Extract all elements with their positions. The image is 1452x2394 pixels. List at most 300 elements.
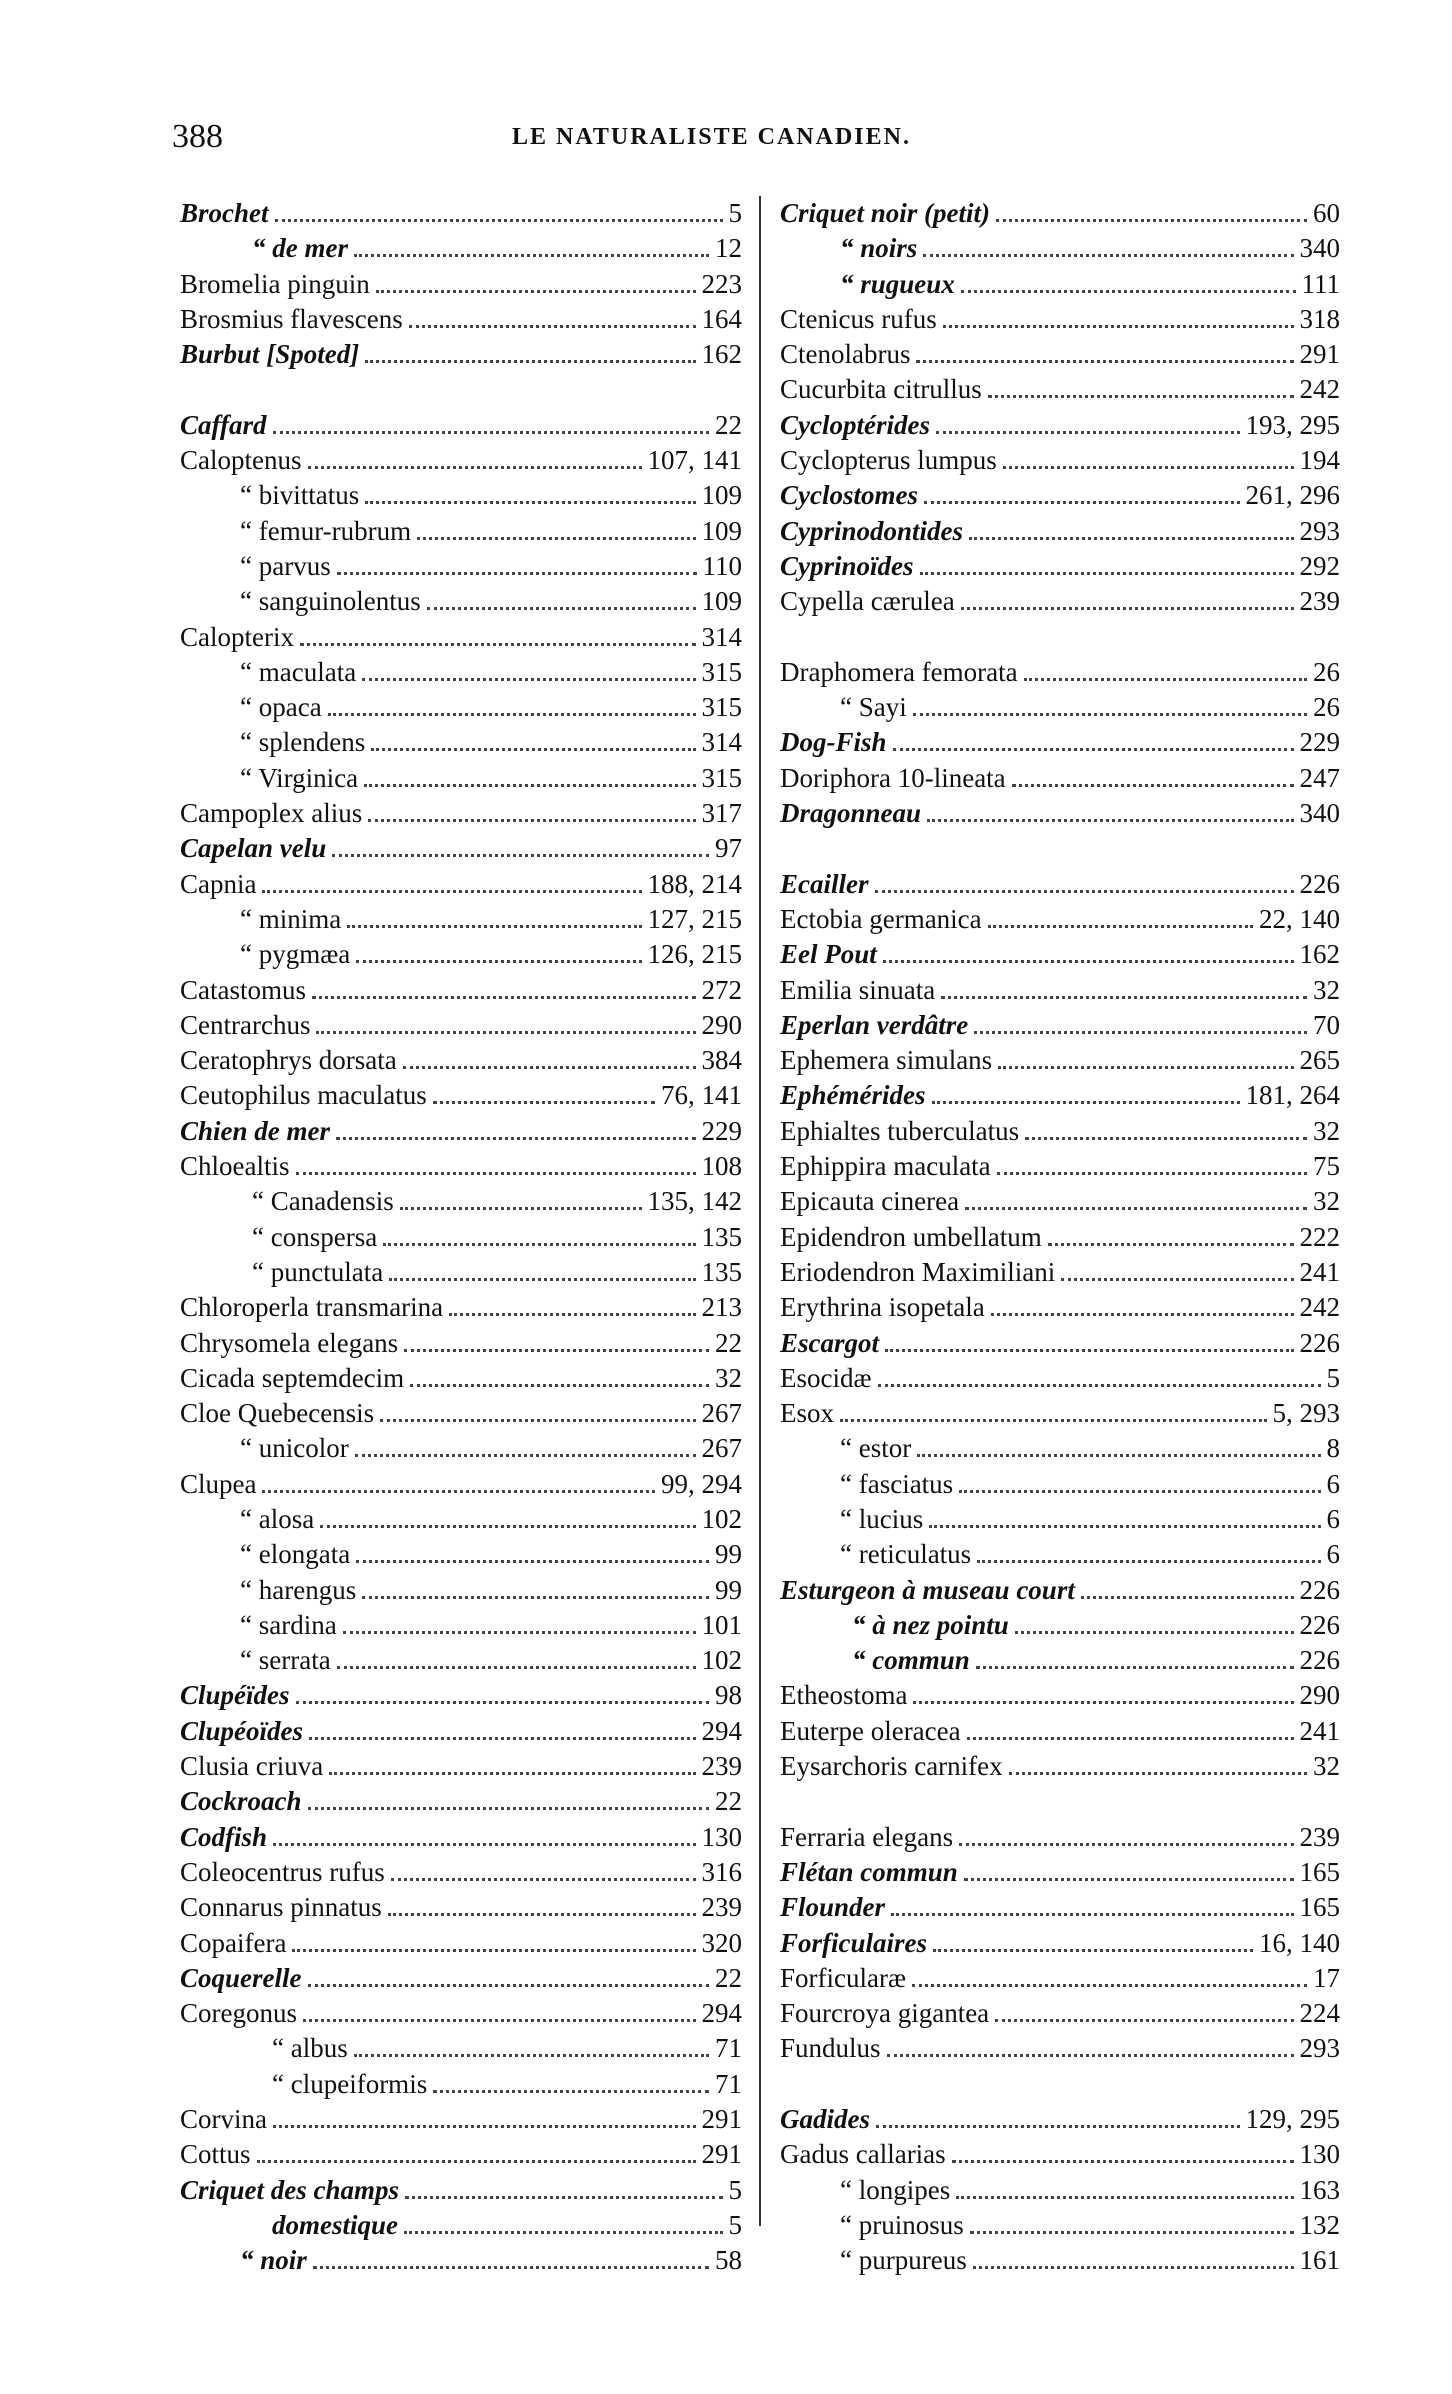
leader-dots [391, 1878, 696, 1881]
leader-dots [273, 1843, 695, 1846]
index-entry-pages: 223 [701, 268, 742, 299]
index-entry-term: Copaifera [180, 1927, 287, 1958]
index-entry-term: “ sardina [240, 1609, 337, 1640]
index-entry-term: Clupéïdes [180, 1680, 290, 1711]
index-entry [780, 1996, 1340, 2031]
index-entry-pages: 226 [1299, 1574, 1340, 1605]
index-entry [780, 937, 1340, 972]
leader-dots [891, 1913, 1293, 1916]
index-entry-pages: 188, 214 [647, 868, 742, 899]
leader-dots [433, 2090, 709, 2093]
index-entry-term: Connarus pinnatus [180, 1892, 382, 1923]
leader-dots [974, 1031, 1307, 1034]
index-entry-term: Flétan commun [780, 1856, 958, 1887]
index-entry-pages: 317 [701, 798, 742, 829]
index-entry [780, 1184, 1340, 1219]
index-entry-pages: 294 [701, 1998, 742, 2029]
index-entry-pages: 293 [1299, 2033, 1340, 2064]
leader-dots [927, 819, 1293, 822]
leader-dots [977, 1560, 1320, 1563]
index-entry [780, 1890, 1340, 1925]
index-entry-pages: 315 [701, 692, 742, 723]
index-entry-pages: 110 [702, 550, 742, 581]
index-entry-term: Cyprinoïdes [780, 550, 914, 581]
leader-dots [952, 2160, 1294, 2163]
index-entry-term: Gadus callarias [780, 2139, 946, 2170]
index-entry [180, 2243, 742, 2278]
index-entry-term: “ fasciatus [840, 1468, 954, 1499]
index-entry-term: Criquet noir (petit) [780, 198, 991, 228]
index-entry-term: Escargot [780, 1327, 880, 1358]
index-entry-pages: 109 [701, 515, 742, 546]
leader-dots [308, 466, 642, 469]
index-entry [780, 2102, 1340, 2137]
index-entry [180, 1643, 742, 1678]
index-entry-pages: 99 [715, 1574, 742, 1605]
index-entry-term: Cyclopterus lumpus [780, 445, 997, 476]
index-entry-pages: 314 [701, 727, 742, 758]
leader-dots [356, 1560, 709, 1563]
index-entry-term: “ pygmæa [240, 939, 351, 970]
leader-dots [913, 713, 1307, 716]
index-entry-pages: 384 [701, 1045, 742, 1076]
leader-dots [917, 1454, 1320, 1457]
index-entry-pages: 318 [1299, 303, 1340, 334]
index-entry-term: “ Sayi [840, 692, 907, 723]
leader-dots [1003, 466, 1294, 469]
leader-dots [912, 1984, 1307, 1987]
index-entry [780, 1714, 1340, 1749]
index-entry-pages: 242 [1299, 374, 1340, 405]
index-entry-term: Epicauta cinerea [780, 1186, 960, 1217]
index-column-right [780, 196, 1340, 2296]
index-entry-pages: 22, 140 [1259, 903, 1340, 934]
leader-dots [312, 996, 696, 999]
index-entry [180, 584, 742, 619]
index-entry [780, 1749, 1340, 1784]
index-entry-term: “ elongata [240, 1539, 351, 1570]
index-entry [180, 302, 742, 337]
leader-dots [991, 1313, 1294, 1316]
index-entry [780, 2137, 1340, 2172]
index-entry-pages: 126, 215 [647, 939, 742, 970]
index-entry [780, 443, 1340, 478]
leader-dots [273, 431, 709, 434]
index-entry [180, 1608, 742, 1643]
index-entry [780, 337, 1340, 372]
column-divider [759, 196, 761, 2226]
index-entry-term: “ maculata [240, 656, 357, 687]
index-entry-pages: 241 [1299, 1256, 1340, 1287]
leader-dots [404, 1349, 709, 1352]
leader-dots [878, 1384, 1321, 1387]
index-entry [780, 267, 1340, 302]
leader-dots [336, 1137, 695, 1140]
leader-dots [292, 1949, 695, 1952]
leader-dots [303, 2019, 696, 2022]
index-entry-pages: 32 [715, 1362, 742, 1393]
index-entry-pages: 5, 293 [1272, 1398, 1340, 1429]
index-entry-term: Catastomus [180, 974, 306, 1005]
leader-dots [368, 819, 695, 822]
index-entry-term: Ceratophrys dorsata [180, 1045, 397, 1076]
index-entry-pages: 239 [701, 1892, 742, 1923]
index-entry-pages: 239 [701, 1751, 742, 1782]
index-entry [780, 1220, 1340, 1255]
index-entry [180, 1855, 742, 1890]
leader-dots [887, 2054, 1294, 2057]
index-entry [180, 1431, 742, 1466]
index-entry [780, 1926, 1340, 1961]
leader-dots [1061, 1278, 1293, 1281]
index-entry [780, 1396, 1340, 1431]
index-entry-pages: 109 [701, 480, 742, 511]
section-gap [780, 831, 1340, 866]
index-entry [180, 2102, 742, 2137]
index-entry [180, 231, 742, 266]
index-entry-term: Ceutophilus maculatus [180, 1080, 427, 1111]
index-entry-term: Doriphora 10-lineata [780, 762, 1006, 793]
index-entry [180, 549, 742, 584]
index-entry-term: “ purpureus [840, 2245, 967, 2276]
leader-dots [376, 290, 696, 293]
index-entry-pages: 135, 142 [647, 1186, 742, 1217]
leader-dots [316, 1031, 695, 1034]
index-entry [780, 1431, 1340, 1466]
index-entry [780, 1008, 1340, 1043]
index-entry-pages: 291 [701, 2104, 742, 2135]
leader-dots [329, 1772, 695, 1775]
index-entry-term: Corvina [180, 2104, 267, 2135]
leader-dots [405, 2196, 722, 2199]
leader-dots [1012, 784, 1294, 787]
index-entry-term: Burbut [Spoted] [180, 339, 360, 370]
leader-dots [941, 996, 1307, 999]
page-number: 388 [172, 118, 223, 155]
index-entry-term: Ferraria elegans [780, 1821, 954, 1852]
index-entry-term: Chien de mer [180, 1115, 331, 1146]
index-entry [780, 2243, 1340, 2278]
index-entry-pages: 229 [1299, 727, 1340, 758]
leader-dots [365, 360, 695, 363]
leader-dots [970, 2231, 1294, 2234]
index-entry-term: Eel Pout [780, 939, 877, 970]
index-entry-term: “ estor [840, 1433, 912, 1464]
index-entry [780, 478, 1340, 513]
index-entry-term: “ sanguinolentus [240, 586, 421, 617]
index-entry-term: Cottus [180, 2139, 251, 2170]
index-entry [180, 408, 742, 443]
index-entry [180, 937, 742, 972]
leader-dots [924, 501, 1240, 504]
index-entry [780, 973, 1340, 1008]
index-entry-pages: 6 [1326, 1503, 1340, 1534]
index-entry-term: “ punctulata [252, 1256, 384, 1287]
index-entry-term: Forficulaires [780, 1927, 928, 1958]
index-entry-pages: 163 [1299, 2174, 1340, 2205]
index-entry-pages: 261, 296 [1245, 480, 1340, 511]
index-entry-pages: 165 [1299, 1892, 1340, 1923]
index-entry-term: Campoplex alius [180, 798, 363, 829]
section-gap [780, 620, 1340, 655]
leader-dots [332, 854, 709, 857]
index-entry-pages: 127, 215 [647, 903, 742, 934]
index-entry-pages: 102 [701, 1645, 742, 1676]
index-entry-pages: 247 [1299, 762, 1340, 793]
leader-dots [275, 219, 723, 222]
index-entry [180, 1537, 742, 1572]
leader-dots [883, 960, 1294, 963]
leader-dots [932, 1101, 1240, 1104]
index-entry-term: domestique [272, 2209, 398, 2240]
index-entry-term: Emilia sinuata [780, 974, 936, 1005]
leader-dots [262, 1490, 655, 1493]
index-entry [780, 1961, 1340, 1996]
index-entry-pages: 12 [715, 233, 742, 264]
index-entry-term: Chloealtis [180, 1151, 290, 1182]
index-entry-pages: 314 [701, 621, 742, 652]
index-entry [780, 1149, 1340, 1184]
leader-dots [410, 1384, 709, 1387]
leader-dots [383, 1243, 695, 1246]
index-entry [180, 1820, 742, 1855]
leader-dots [976, 1666, 1294, 1669]
leader-dots [417, 537, 695, 540]
index-column-left [180, 196, 742, 2296]
index-entry [780, 1537, 1340, 1572]
index-entry-pages: 6 [1326, 1539, 1340, 1570]
leader-dots [337, 1666, 696, 1669]
leader-dots [1048, 1243, 1294, 1246]
index-entry-pages: 226 [1299, 868, 1340, 899]
index-entry-term: Flounder [780, 1892, 886, 1923]
leader-dots [257, 2160, 696, 2163]
index-entry-term: “ femur-rubrum [240, 515, 412, 546]
index-entry-pages: 224 [1299, 1998, 1340, 2029]
index-entry-term: Brosmius flavescens [180, 303, 403, 334]
index-entry [180, 1078, 742, 1113]
index-entry-term: Calopterix [180, 621, 294, 652]
leader-dots [343, 1631, 696, 1634]
index-entry [180, 796, 742, 831]
index-entry-term: Epidendron umbellatum [780, 1221, 1042, 1252]
index-entry-term: Draphomera femorata [780, 656, 1018, 687]
leader-dots [308, 1984, 710, 1987]
index-entry-term: Fundulus [780, 2033, 881, 2064]
index-entry [180, 337, 742, 372]
leader-dots [427, 607, 696, 610]
index-entry-pages: 71 [715, 2033, 742, 2064]
index-entry-term: Cicada septemdecim [180, 1362, 405, 1393]
leader-dots [1015, 1631, 1294, 1634]
index-entry-term: “ de mer [252, 233, 348, 264]
index-entry-term: Bromelia pinguin [180, 268, 370, 299]
index-entry [180, 2067, 742, 2102]
index-entry-term: Ctenolabrus [780, 339, 911, 370]
index-entry-term: “ unicolor [240, 1433, 349, 1464]
index-entry [180, 2208, 742, 2243]
index-entry-pages: 97 [715, 833, 742, 864]
index-entry-term: Forficularæ [780, 1962, 906, 1993]
index-entry-pages: 294 [701, 1715, 742, 1746]
index-entry-term: “ harengus [240, 1574, 357, 1605]
index-entry-pages: 109 [701, 586, 742, 617]
index-entry-term: “ commun [852, 1645, 970, 1676]
index-entry-pages: 239 [1299, 1821, 1340, 1852]
index-entry-term: Fourcroya gigantea [780, 1998, 990, 2029]
leader-dots [893, 748, 1294, 751]
index-entry-pages: 194 [1299, 445, 1340, 476]
index-entry [780, 690, 1340, 725]
leader-dots [337, 572, 697, 575]
leader-dots [362, 1596, 709, 1599]
index-entry-term: “ longipes [840, 2174, 951, 2205]
index-entry-pages: 16, 140 [1259, 1927, 1340, 1958]
index-entry-term: Capelan velu [180, 833, 327, 864]
index-entry-term: Capnia [180, 868, 257, 899]
leader-dots [296, 1172, 696, 1175]
leader-dots [916, 360, 1293, 363]
leader-dots [380, 1419, 695, 1422]
index-entry [180, 655, 742, 690]
index-entry-pages: 340 [1299, 798, 1340, 829]
index-entry [780, 1290, 1340, 1325]
index-entry [180, 1502, 742, 1537]
index-entry [180, 2031, 742, 2066]
leader-dots [273, 2125, 696, 2128]
leader-dots [347, 925, 641, 928]
index-entry [180, 1714, 742, 1749]
leader-dots [913, 1701, 1293, 1704]
index-entry-pages: 58 [715, 2245, 742, 2276]
leader-dots [313, 2266, 709, 2269]
index-entry [780, 1643, 1340, 1678]
leader-dots [400, 1207, 642, 1210]
index-entry-pages: 130 [1299, 2139, 1340, 2170]
index-entry-term: Cycloptérides [780, 409, 930, 440]
section-gap [780, 2067, 1340, 2102]
index-entry [180, 1890, 742, 1925]
index-entry-term: “ noir [240, 2245, 307, 2276]
index-entry-pages: 290 [1299, 1680, 1340, 1711]
index-entry-term: Ectobia germanica [780, 903, 982, 934]
index-entry [180, 1467, 742, 1502]
index-entry-pages: 32 [1313, 1186, 1340, 1217]
index-entry-pages: 99 [715, 1539, 742, 1570]
index-entry [780, 1678, 1340, 1713]
index-entry [180, 725, 742, 760]
leader-dots [988, 395, 1294, 398]
leader-dots [354, 2054, 709, 2057]
leader-dots [967, 1737, 1294, 1740]
index-entry [180, 443, 742, 478]
index-entry [780, 372, 1340, 407]
index-entry-pages: 229 [701, 1115, 742, 1146]
index-entry [180, 1749, 742, 1784]
index-entry [780, 1114, 1340, 1149]
index-entry-pages: 241 [1299, 1715, 1340, 1746]
index-entry-term: Chrysomela elegans [180, 1327, 399, 1358]
index-entry-pages: 135 [701, 1256, 742, 1287]
index-entry-pages: 111 [1301, 268, 1340, 299]
index-entry-term: Codfish [180, 1821, 268, 1852]
index-entry-pages: 26 [1313, 656, 1340, 687]
index-entry-pages: 26 [1313, 692, 1340, 723]
leader-dots [356, 960, 641, 963]
leader-dots [364, 784, 695, 787]
leader-dots [1024, 678, 1307, 681]
leader-dots [998, 1066, 1293, 1069]
index-entry-term: “ bivittatus [240, 480, 360, 511]
index-entry [180, 2173, 742, 2208]
index-entry-pages: 340 [1299, 233, 1340, 264]
index-entry-term: Chloroperla transmarina [180, 1292, 444, 1323]
index-entry [180, 1926, 742, 1961]
index-entry-pages: 99, 294 [661, 1468, 742, 1499]
index-entry [780, 1361, 1340, 1396]
index-entry [180, 1008, 742, 1043]
index-entry-pages: 316 [701, 1856, 742, 1887]
index-entry-term: “ splendens [240, 727, 366, 758]
leader-dots [988, 925, 1253, 928]
index-entry-pages: 60 [1313, 198, 1340, 228]
index-entry-pages: 102 [701, 1503, 742, 1534]
leader-dots [1009, 1772, 1307, 1775]
index-entry-pages: 291 [701, 2139, 742, 2170]
index-entry-term: Esox [780, 1398, 834, 1429]
index-entry-term: Dragonneau [780, 798, 922, 829]
index-entry-pages: 165 [1299, 1856, 1340, 1887]
leader-dots [388, 1913, 696, 1916]
index-entry-term: “ pruinosus [840, 2209, 964, 2240]
index-entry-pages: 320 [701, 1927, 742, 1958]
leader-dots [1025, 1137, 1307, 1140]
index-entry-term: Ephémérides [780, 1080, 926, 1111]
leader-dots [300, 643, 696, 646]
index-entry-pages: 213 [701, 1292, 742, 1323]
index-entry-pages: 181, 264 [1245, 1080, 1340, 1111]
index-entry-pages: 5 [728, 198, 742, 228]
index-entry-term: Esocidæ [780, 1362, 872, 1393]
index-entry [180, 1255, 742, 1290]
leader-dots [1081, 1596, 1294, 1599]
index-entry-term: Erythrina isopetala [780, 1292, 985, 1323]
index-entry [180, 1573, 742, 1608]
leader-dots [936, 431, 1240, 434]
leader-dots [362, 678, 695, 681]
index-entry [780, 1043, 1340, 1078]
index-entry-pages: 22 [715, 1786, 742, 1817]
index-entry-term: “ albus [272, 2033, 348, 2064]
index-entry-pages: 101 [701, 1609, 742, 1640]
index-entry [180, 867, 742, 902]
index-entry-term: Coquerelle [180, 1962, 302, 1993]
index-entry-term: Ecailler [780, 868, 869, 899]
index-entry [180, 1290, 742, 1325]
leader-dots [320, 1525, 695, 1528]
index-entry [780, 1326, 1340, 1361]
index-entry-pages: 70 [1313, 1009, 1340, 1040]
index-entry-pages: 265 [1299, 1045, 1340, 1076]
index-entry-term: “ rugueux [840, 268, 955, 299]
index-entry-term: Coregonus [180, 1998, 297, 2029]
leader-dots [354, 254, 709, 257]
index-entry-term: “ minima [240, 903, 342, 934]
index-entry [180, 831, 742, 866]
index-entry-pages: 130 [701, 1821, 742, 1852]
leader-dots [943, 325, 1294, 328]
index-entry-term: Ephemera simulans [780, 1045, 993, 1076]
